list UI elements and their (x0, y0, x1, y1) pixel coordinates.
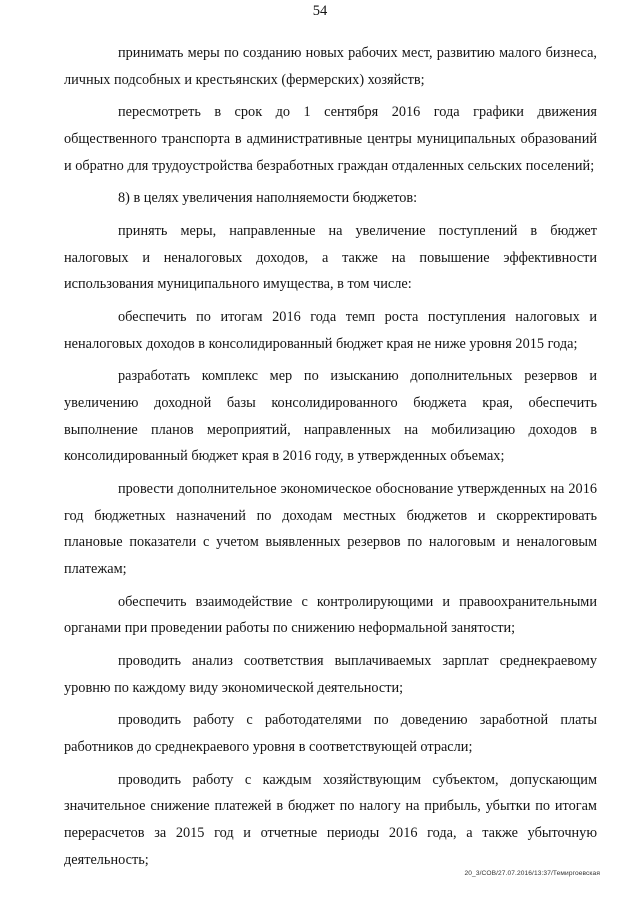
document-footer-stamp: 20_3/COB/27.07.2016/13:37/Темиргоевская (464, 870, 600, 877)
paragraph: обеспечить взаимодействие с контролирующими и правоохранительными органами при проведении работы по снижению неформальной занятости; (64, 593, 597, 637)
paragraph: проводить работу с работодателями по доведению заработной платы работников до среднекраевого уровня в соответствующей отрасли; (64, 712, 597, 755)
paragraph: проводить работу с каждым хозяйствующим субъектом, допускающим значительное снижение платежей в бюджет по налогу на прибыль, убытки по итогам перерасчетов за 2015 год и отчетные периоды 2016 года, а также убыточную деятельность; (64, 771, 597, 868)
paragraph: принимать меры по созданию новых рабочих мест, развитию малого бизнеса, личных подсобных и крестьянских (фермерских) хозяйств; (64, 45, 597, 88)
document-body (64, 40, 597, 879)
paragraph: разработать комплекс мер по изысканию дополнительных резервов и увеличению доходной базы консолидированного бюджета края, обеспечить выполнение планов мероприятий, направленных на мобилизацию доходов в консолидированный бюджет края в 2016 году, в утвержденных объемах; (64, 368, 597, 465)
paragraph: обеспечить по итогам 2016 года темп роста поступления налоговых и неналоговых доходов в консолидированный бюджет края не ниже уровня 2015 года; (64, 309, 597, 352)
paragraph: провести дополнительное экономическое обоснование утвержденных на 2016 год бюджетных назначений по доходам местных бюджетов и скорректировать плановые показатели с учетом выявленных резервов по налоговым и неналоговым платежам; (64, 481, 597, 577)
paragraph: проводить анализ соответствия выплачиваемых зарплат среднекраевому уровню по каждому виду экономической деятельности; (64, 652, 597, 696)
paragraph: принять меры, направленные на увеличение поступлений в бюджет налоговых и неналоговых доходов, а также на повышение эффективности использования муниципального имущества, в том числе: (64, 223, 597, 293)
paragraph: пересмотреть в срок до 1 сентября 2016 года графики движения общественного транспорта в административные центры муниципальных образований и обратно для трудоустройства безработных граждан отдаленных сельских поселений; (64, 104, 597, 174)
page-number: 54 (312, 3, 328, 19)
paragraph: 8) в целях увеличения наполняемости бюджетов: (118, 190, 418, 207)
